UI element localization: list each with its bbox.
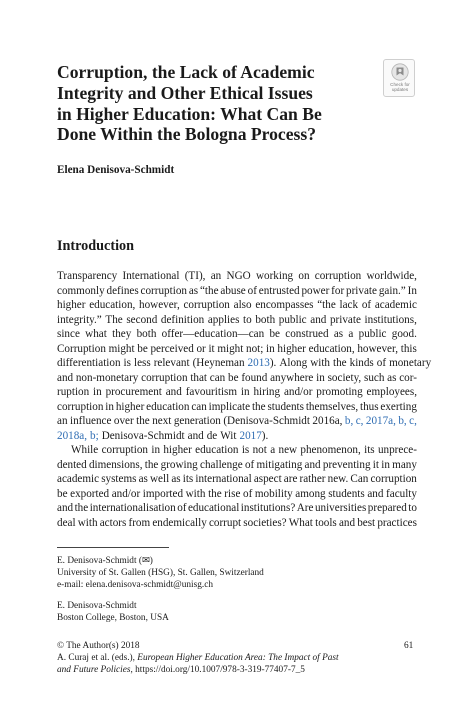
body-word: While (71, 444, 99, 456)
body-word: encompasses (255, 299, 314, 311)
body-word: be (269, 328, 280, 340)
body-word: working (255, 270, 294, 282)
body-word: is (241, 444, 250, 456)
body-word: on (298, 270, 310, 282)
citation-line-2 (57, 664, 417, 676)
body-line (57, 371, 417, 386)
author-name: Elena Denisova-Schmidt (57, 164, 175, 176)
body-word: the (136, 415, 150, 427)
body-word: International (122, 270, 180, 282)
badge-label-line2: updates (391, 87, 409, 93)
body-word: dented (57, 458, 87, 471)
body-word: defines (106, 284, 139, 297)
affiliation-institution: Boston College, Boston, USA (57, 613, 169, 623)
body-word: 2018a, (57, 429, 88, 442)
body-word: they (112, 328, 132, 340)
copyright-line: © The Author(s) 2018 (57, 641, 140, 651)
body-word: 2016a, (312, 415, 343, 427)
footnote-divider (57, 547, 169, 548)
chapter-title (57, 62, 357, 145)
body-word: the (74, 502, 89, 514)
citation-editors: A. Curaj et al. (eds.), (57, 653, 138, 663)
check-for-updates-badge[interactable] (383, 59, 415, 97)
section-heading: Introduction (57, 238, 134, 254)
body-word: offer—education—can (161, 328, 265, 340)
body-word: the (144, 458, 159, 471)
body-word: What (288, 516, 313, 529)
body-word: in (316, 371, 325, 384)
body-word: ruption (57, 386, 90, 398)
body-word: higher (57, 299, 86, 311)
body-word: NGO (226, 270, 251, 282)
body-word: Denisova-Schmidt (101, 429, 185, 442)
body-word: influence (69, 415, 112, 427)
body-word: perceived (150, 342, 194, 355)
body-text (57, 269, 432, 530)
body-word: mobility (254, 487, 293, 500)
body-word: that (190, 371, 208, 384)
body-word: to (243, 313, 252, 326)
body-word: corruption (370, 473, 417, 485)
body-word: to (408, 502, 417, 514)
body-word: commonly (57, 284, 105, 297)
body-line (57, 313, 417, 328)
body-word: kinds (349, 357, 374, 369)
body-word: hiring (253, 386, 281, 398)
body-word: c, (355, 415, 364, 427)
body-word: private (329, 313, 361, 326)
body-word: educational (187, 502, 240, 514)
body-word: however, (139, 299, 180, 311)
body-word: next (152, 415, 172, 427)
body-word: actors (99, 516, 127, 529)
body-word: its (364, 444, 375, 456)
body-word: corruption (183, 299, 230, 311)
body-word: an (57, 415, 68, 427)
body-word: with (77, 516, 98, 529)
body-word: systems (101, 473, 137, 485)
body-word: rise (224, 487, 241, 500)
body-word: and (165, 386, 182, 398)
body-word: in (151, 444, 161, 456)
body-word: with (310, 357, 330, 369)
body-word: well (150, 473, 170, 485)
body-word: differentiation (57, 357, 121, 369)
body-word: (TI), (184, 270, 206, 282)
body-word: unprece- (377, 444, 417, 456)
affiliation-name: E. Denisova-Schmidt (57, 601, 137, 611)
body-word: is (123, 357, 131, 369)
body-word: academic (374, 299, 417, 311)
body-word: as (188, 284, 199, 297)
body-word: exerting (380, 400, 417, 413)
body-word: and (310, 313, 327, 326)
body-word: are (283, 473, 298, 485)
body-word: b, (344, 415, 354, 427)
body-word: the (251, 400, 266, 413)
body-word: of (243, 487, 253, 500)
body-word: aspect (253, 473, 282, 485)
body-word: Can (350, 473, 369, 485)
author-affiliation-2 (57, 600, 169, 624)
body-line (57, 342, 417, 357)
body-word: students (267, 400, 304, 413)
body-word: of (376, 357, 387, 369)
body-line (57, 385, 417, 400)
body-word: themselves, (305, 400, 359, 413)
book-title-part1: European Higher Education Area: The Impact of Past (137, 653, 339, 663)
body-word: Along (279, 357, 308, 369)
body-word: 2017). (239, 429, 269, 442)
body-word: corruption (101, 444, 148, 456)
body-word: 2013). (247, 357, 277, 369)
body-word: and/or (283, 386, 313, 398)
body-line (57, 472, 417, 487)
body-line (57, 501, 417, 516)
body-word: mitigating (256, 458, 303, 471)
body-word: institutions? (240, 502, 296, 514)
body-word: higher (115, 400, 145, 413)
body-word: universities (314, 502, 367, 514)
body-word: non-monetary (75, 371, 139, 384)
body-word: b; (90, 429, 99, 442)
body-word: of (361, 299, 372, 311)
title-line: Done Within the Bologna Process? (57, 124, 317, 145)
body-line (57, 327, 417, 342)
body-word: favouritism (185, 386, 238, 398)
book-title-part2: and Future Policies (57, 665, 131, 675)
body-word: might (108, 342, 135, 355)
body-word: as (138, 473, 148, 485)
body-word: generation (173, 415, 221, 427)
body-word: best (357, 516, 376, 529)
body-word: however, (357, 342, 399, 355)
copyright-block (57, 640, 417, 676)
body-word: thus (359, 400, 379, 413)
body-word: both (255, 313, 276, 326)
body-word: this (400, 342, 417, 355)
body-word: and (57, 502, 74, 514)
affiliation-institution: University of St. Gallen (HSG), St. Gallen, Switzerland (57, 568, 264, 578)
body-word: in (240, 386, 250, 398)
body-word: and (367, 487, 384, 500)
body-word: exported (70, 487, 110, 500)
body-word: since (57, 328, 80, 340)
body-line (57, 284, 417, 299)
body-word: be (137, 342, 148, 355)
body-word: with (185, 487, 206, 500)
body-word: rather (299, 473, 326, 485)
body-word: higher (163, 444, 192, 456)
body-word: new. (327, 473, 349, 485)
body-word: both (136, 328, 157, 340)
body-word: society, (327, 371, 362, 384)
body-word: found (241, 371, 268, 384)
title-line: Corruption, the Lack of Academic (57, 62, 315, 82)
body-word: education, (308, 342, 355, 355)
body-word: can (191, 400, 207, 413)
body-word: new (278, 444, 298, 456)
affiliation-email[interactable]: e-mail: elena.denisova-schmidt@unisg.ch (57, 580, 213, 590)
body-word: procurement (105, 386, 162, 398)
badge-label (384, 82, 416, 92)
body-word: might (217, 342, 244, 355)
body-line (57, 458, 417, 473)
body-word: abuse (220, 284, 246, 297)
body-word: can (209, 371, 226, 384)
body-word: prepared (367, 502, 407, 514)
page-number: 61 (404, 641, 414, 651)
body-word: academic (57, 473, 100, 485)
body-word: such (363, 371, 385, 384)
body-line (57, 414, 417, 429)
body-word: faculty (386, 487, 417, 500)
body-word: international (195, 473, 252, 485)
body-word: a (348, 328, 354, 340)
body-word: and (57, 371, 74, 384)
body-word: Wit (220, 429, 237, 442)
body-word: not; (246, 342, 264, 355)
body-word: c, (409, 415, 417, 427)
body-word: corruption (57, 400, 104, 413)
body-word: also (233, 299, 252, 311)
body-word: the (208, 487, 222, 500)
body-word: entrusted (258, 284, 300, 297)
body-word: as (333, 328, 344, 340)
body-line (57, 400, 417, 415)
body-word: corruption (314, 270, 362, 282)
body-word: (Heyneman (192, 357, 245, 369)
body-word: endemically (152, 516, 207, 529)
body-word: preventing (322, 458, 371, 471)
body-line (57, 487, 417, 502)
body-word: for (331, 284, 345, 297)
body-word: integrity.” (57, 313, 102, 326)
body-word: among (295, 487, 326, 500)
body-word: growing (160, 458, 198, 471)
body-word: what (85, 328, 107, 340)
body-word: worldwide, (366, 270, 417, 282)
body-word: and (304, 458, 321, 471)
body-word: “the (317, 299, 336, 311)
body-word: (Denisova-Schmidt (223, 415, 310, 427)
body-word: of (244, 458, 255, 471)
body-word: a (270, 444, 276, 456)
body-word: its (182, 473, 194, 485)
body-word: lack (339, 299, 359, 311)
author-affiliation-1 (57, 555, 264, 591)
body-word: public (278, 313, 307, 326)
body-word: societies? (243, 516, 287, 529)
body-word: definition (160, 313, 205, 326)
body-word: of (177, 502, 187, 514)
body-line (57, 298, 417, 313)
body-word: 2017a, (365, 415, 396, 427)
body-word: be (228, 371, 239, 384)
body-word: dimensions, (88, 458, 143, 471)
body-word: tools (315, 516, 337, 529)
body-line (57, 356, 432, 371)
body-word: construed (285, 328, 329, 340)
body-line (57, 269, 417, 284)
body-word: education, (89, 299, 136, 311)
body-word: students (328, 487, 365, 500)
body-word: public (358, 328, 387, 340)
body-word: internationalisation (89, 502, 176, 514)
body-word: as (387, 371, 397, 384)
body-word: over (113, 415, 134, 427)
body-word: higher (277, 342, 306, 355)
body-word: promoting (316, 386, 363, 398)
body-word: “the (199, 284, 219, 297)
body-word: Corruption (57, 342, 106, 355)
body-word: implicate (208, 400, 251, 413)
body-word: Are (296, 502, 314, 514)
body-word: cor- (399, 371, 417, 384)
body-line (57, 443, 417, 458)
body-word: corruption (140, 284, 187, 297)
body-word: anywhere (270, 371, 314, 384)
body-line (57, 429, 417, 444)
body-line (57, 516, 417, 531)
title-line: Integrity and Other Ethical Issues (57, 82, 313, 103)
body-word: monetary (389, 357, 432, 369)
body-word: The (105, 313, 123, 326)
body-word: an (210, 270, 222, 282)
body-word: as (171, 473, 181, 485)
body-word: in (93, 386, 102, 398)
body-word: challenge (200, 458, 243, 471)
body-word: education (146, 400, 190, 413)
body-word: many (392, 458, 417, 471)
body-word: de (206, 429, 218, 442)
body-word: not (252, 444, 267, 456)
body-word: b, (398, 415, 407, 427)
body-word: and/or (111, 487, 141, 500)
body-word: education (195, 444, 239, 456)
body-word: Transparency (57, 270, 118, 282)
body-word: in (381, 458, 390, 471)
body-word: corrupt (208, 516, 242, 529)
body-word: or (196, 342, 206, 355)
body-word: of (247, 284, 257, 297)
body-word: be (57, 487, 68, 500)
citation-line-1 (57, 652, 417, 664)
body-word: from (128, 516, 151, 529)
body-word: in (105, 400, 114, 413)
body-word: in (266, 342, 275, 355)
body-word: practices (377, 516, 417, 529)
body-word: employees, (366, 386, 417, 398)
body-word: corruption (141, 371, 188, 384)
body-word: In (407, 284, 417, 297)
body-word: deal (57, 516, 76, 529)
body-word: less (133, 357, 151, 369)
body-word: and (187, 429, 204, 442)
body-word: institutions, (364, 313, 417, 326)
body-word: applies (207, 313, 240, 326)
body-word: imported (142, 487, 184, 500)
body-word: phenomenon, (300, 444, 361, 456)
body-word: relevant (153, 357, 190, 369)
body-word: and (338, 516, 356, 529)
body-word: gain.” (378, 284, 406, 297)
body-word: it (372, 458, 379, 471)
affiliation-name: E. Denisova-Schmidt (✉) (57, 556, 153, 566)
body-word: it (208, 342, 215, 355)
body-word: good. (391, 328, 417, 340)
body-word: private (346, 284, 377, 297)
body-word: power (301, 284, 330, 297)
doi-link[interactable]: , https://doi.org/10.1007/978-3-319-77407-7_5 (130, 665, 305, 675)
body-word: second (126, 313, 158, 326)
body-word: the (333, 357, 347, 369)
title-line: in Higher Education: What Can Be (57, 103, 322, 124)
check-for-updates-icon (391, 63, 409, 81)
badge-label-line1: Check for (390, 82, 410, 87)
